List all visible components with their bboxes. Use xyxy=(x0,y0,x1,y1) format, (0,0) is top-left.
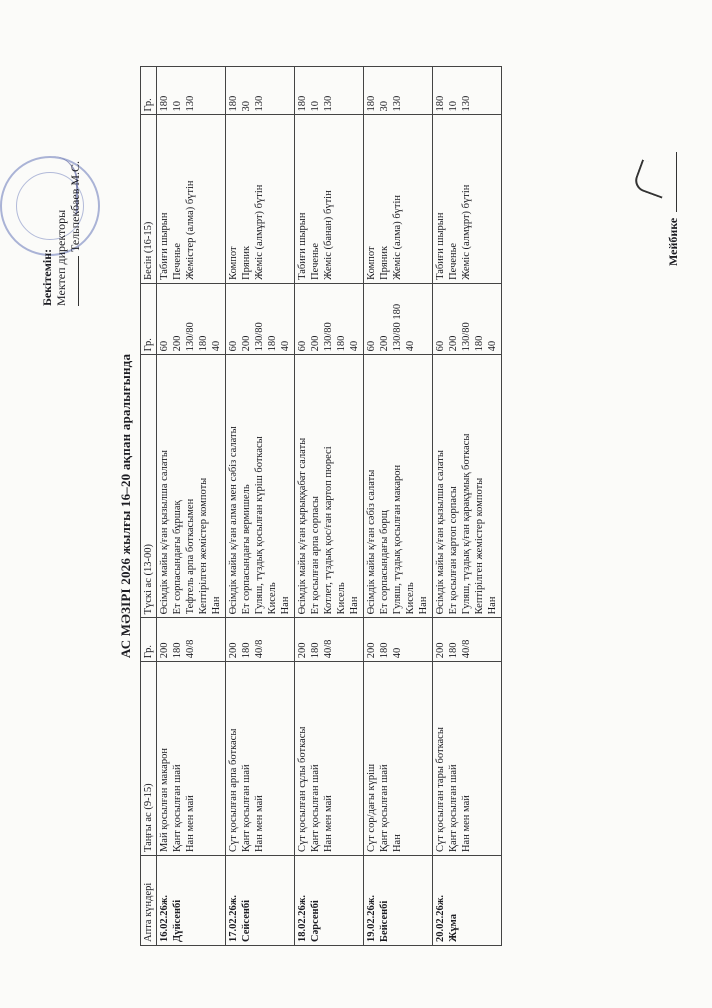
snack-item: Жеміс (алма) бүтін xyxy=(392,194,403,280)
breakfast-item: Қант қосылған шай xyxy=(172,764,183,853)
snack-item: Жеміс (алмұрт) бүтін xyxy=(461,184,472,280)
lunch-item: Нан xyxy=(487,596,498,615)
lunch-cell xyxy=(295,355,364,618)
lunch-grams-cell xyxy=(433,283,502,355)
lunch-gram: 130/80 xyxy=(254,322,265,352)
breakfast-gram: 180 xyxy=(379,642,390,659)
breakfast-gram: 40/8 xyxy=(185,639,196,659)
snack-gram: 180 xyxy=(366,95,377,112)
snack-gram: 30 xyxy=(379,101,390,112)
lunch-item: Өсімдік майы қ/ған сәбіз салаты xyxy=(366,469,377,615)
breakfast-gram: 180 xyxy=(241,642,252,659)
lunch-gram: 180 xyxy=(474,335,485,352)
breakfast-gram: 180 xyxy=(448,642,459,659)
lunch-gram: 60 xyxy=(366,340,377,352)
breakfast-gram: 200 xyxy=(435,642,446,659)
snack-grams-cell xyxy=(433,67,502,116)
snack-gram: 180 xyxy=(435,95,446,112)
day-name: Жұма xyxy=(448,914,459,942)
lunch-gram: 180 xyxy=(267,335,278,352)
breakfast-cell xyxy=(157,662,226,856)
nurse-signature-line xyxy=(676,152,677,212)
nurse-sign-block xyxy=(666,152,681,266)
lunch-item: Нан xyxy=(211,596,222,615)
approval-position: Мектеп директоры xyxy=(54,209,68,306)
lunch-item: Өсімдік майы қ/ған қырыққабат салаты xyxy=(297,437,308,615)
lunch-gram: 40 xyxy=(211,340,222,352)
snack-gram: 130 xyxy=(323,95,334,112)
breakfast-gram: 200 xyxy=(228,642,239,659)
lunch-item: Кисель xyxy=(405,582,416,615)
lunch-item: Кисель xyxy=(267,582,278,615)
lunch-item: Нан xyxy=(280,596,291,615)
breakfast-grams-cell xyxy=(295,618,364,662)
day-cell xyxy=(433,856,502,946)
lunch-gram: 200 xyxy=(448,335,459,352)
lunch-item: Ет сорпасындағы вермишель xyxy=(241,484,252,615)
day-name: Сәрсенбі xyxy=(310,900,321,942)
snack-cell xyxy=(433,115,502,283)
day-row xyxy=(433,67,502,946)
breakfast-gram: 40/8 xyxy=(323,639,334,659)
col-header-breakfast: Таңғы ас (9-15) xyxy=(141,662,157,856)
lunch-item: Өсімдік майы қ/ған алма мен сәбіз салаты xyxy=(228,426,239,615)
col-header-breakfast-gr: Гр. xyxy=(141,618,157,662)
snack-gram: 130 xyxy=(185,95,196,112)
snack-grams-cell xyxy=(226,67,295,116)
snack-gram: 130 xyxy=(461,95,472,112)
menu-table xyxy=(140,66,502,946)
lunch-item: Котлет, түздық қос/ған картоп пюресі xyxy=(323,446,334,615)
breakfast-gram: 40/8 xyxy=(461,639,472,659)
menu-title: АС МӘЗІРІ 2026 жылғы 16–20 ақпан аралығында xyxy=(118,353,133,659)
col-header-snack-gr: Гр. xyxy=(141,67,157,116)
snack-item: Компот xyxy=(228,246,239,280)
day-date: 17.02.26ж. xyxy=(228,895,239,942)
lunch-gram: 40 xyxy=(280,340,291,352)
lunch-item: Гуляш, түздық қосылған макарон xyxy=(392,464,403,615)
breakfast-item: Нан мен май xyxy=(185,795,196,853)
breakfast-item: Нан xyxy=(392,834,403,853)
breakfast-item: Қант қосылған шай xyxy=(379,764,390,853)
lunch-grams-cell xyxy=(226,283,295,355)
breakfast-cell xyxy=(433,662,502,856)
lunch-gram: 200 xyxy=(241,335,252,352)
breakfast-item: Сүт қосылған тары боткасы xyxy=(435,727,446,853)
snack-item: Жемістер (алма) бүтін xyxy=(185,180,196,280)
lunch-item: Ет сорпасындағы борщ xyxy=(379,510,390,615)
snack-gram: 180 xyxy=(159,95,170,112)
breakfast-grams-cell xyxy=(226,618,295,662)
snack-item: Табиғи шырын xyxy=(435,212,446,280)
approval-block xyxy=(40,76,82,306)
day-name: Бейсенбі xyxy=(379,900,390,942)
lunch-cell xyxy=(157,355,226,618)
lunch-gram: 60 xyxy=(159,340,170,352)
col-header-snack: Бесін (16-15) xyxy=(141,115,157,283)
day-cell xyxy=(295,856,364,946)
lunch-cell xyxy=(433,355,502,618)
snack-item: Печенье xyxy=(448,242,459,280)
lunch-gram: 60 xyxy=(435,340,446,352)
lunch-item: Өсімдік майы қ/ған қызылша салаты xyxy=(435,450,446,615)
snack-item: Печенье xyxy=(310,242,321,280)
day-date: 19.02.26ж. xyxy=(366,895,377,942)
nurse-label: Мейбике xyxy=(666,217,680,266)
breakfast-gram: 40 xyxy=(392,647,403,659)
breakfast-gram: 40/8 xyxy=(254,639,265,659)
day-cell xyxy=(364,856,433,946)
breakfast-gram: 200 xyxy=(366,642,377,659)
breakfast-item: Қант қосылған шай xyxy=(310,764,321,853)
lunch-gram: 180 xyxy=(336,335,347,352)
breakfast-cell xyxy=(295,662,364,856)
breakfast-item: Сүт сор/дағы күріш xyxy=(366,763,377,853)
breakfast-grams-cell xyxy=(433,618,502,662)
snack-item: Табиғи шырын xyxy=(159,212,170,280)
breakfast-cell xyxy=(226,662,295,856)
lunch-gram: 200 xyxy=(310,335,321,352)
lunch-gram: 130/80 xyxy=(185,322,196,352)
snack-gram: 10 xyxy=(172,101,183,112)
breakfast-item: Қант қосылған шай xyxy=(241,764,252,853)
snack-item: Табиғи шырын xyxy=(297,212,308,280)
lunch-gram: 200 xyxy=(379,335,390,352)
breakfast-item: Нан мен май xyxy=(461,795,472,853)
lunch-item: Нан xyxy=(349,596,360,615)
breakfast-item: Сүт қосылған сұлы боткасы xyxy=(297,726,308,853)
day-date: 16.02.26ж. xyxy=(159,895,170,942)
snack-item: Жеміс (банан) бүтін xyxy=(323,190,334,280)
snack-gram: 30 xyxy=(241,101,252,112)
breakfast-cell xyxy=(364,662,433,856)
day-row xyxy=(226,67,295,946)
snack-gram: 10 xyxy=(310,101,321,112)
menu-body xyxy=(157,67,502,946)
snack-grams-cell xyxy=(295,67,364,116)
breakfast-grams-cell xyxy=(364,618,433,662)
rotated-sheet xyxy=(40,66,712,946)
signature-line xyxy=(78,256,79,306)
breakfast-gram: 180 xyxy=(310,642,321,659)
lunch-item: Тефтель арпа боткасымен xyxy=(185,498,196,615)
snack-gram: 180 xyxy=(228,95,239,112)
lunch-cell xyxy=(226,355,295,618)
lunch-item: Кисель xyxy=(336,582,347,615)
lunch-grams-cell xyxy=(364,283,433,355)
snack-cell xyxy=(295,115,364,283)
breakfast-grams-cell xyxy=(157,618,226,662)
lunch-gram: 130/80 180 xyxy=(392,303,403,352)
lunch-gram: 130/80 xyxy=(461,322,472,352)
breakfast-item: Нан мен май xyxy=(323,795,334,853)
lunch-gram: 40 xyxy=(349,340,360,352)
lunch-item: Кептірілген жемістер компоты xyxy=(198,477,209,615)
col-header-lunch: Түскі ас (13-00) xyxy=(141,355,157,618)
lunch-gram: 60 xyxy=(297,340,308,352)
lunch-item: Өсімдік майы қ/ған қызылша салаты xyxy=(159,450,170,615)
lunch-gram: 60 xyxy=(228,340,239,352)
day-row xyxy=(364,67,433,946)
snack-item: Пряник xyxy=(241,245,252,280)
day-name: Сейсенбі xyxy=(241,899,252,942)
snack-cell xyxy=(364,115,433,283)
snack-item: Жеміс (алмұрт) бүтін xyxy=(254,184,265,280)
breakfast-item: Сүт қосылған арпа боткасы xyxy=(228,728,239,853)
lunch-item: Кептірілген жемістер компоты xyxy=(474,477,485,615)
lunch-gram: 180 xyxy=(198,335,209,352)
breakfast-gram: 200 xyxy=(297,642,308,659)
breakfast-item: Нан мен май xyxy=(254,795,265,853)
approval-header: Бекітемін: xyxy=(40,248,54,306)
lunch-gram: 200 xyxy=(172,335,183,352)
lunch-gram: 130/80 xyxy=(323,322,334,352)
breakfast-gram: 200 xyxy=(159,642,170,659)
approval-name: Тельпекбаев М.С. xyxy=(68,160,82,252)
snack-cell xyxy=(226,115,295,283)
lunch-gram: 40 xyxy=(405,340,416,352)
lunch-grams-cell xyxy=(157,283,226,355)
lunch-item: Гуляш, түздық қосылған күріш боткасы xyxy=(254,436,265,615)
lunch-gram: 40 xyxy=(487,340,498,352)
lunch-item: Нан xyxy=(418,596,429,615)
day-name: Дүйсенбі xyxy=(172,899,183,942)
day-date: 18.02.26ж. xyxy=(297,895,308,942)
breakfast-item: Қант қосылған шай xyxy=(448,764,459,853)
snack-gram: 130 xyxy=(254,95,265,112)
day-cell xyxy=(226,856,295,946)
col-header-lunch-gr: Гр. xyxy=(141,283,157,355)
snack-item: Печенье xyxy=(172,242,183,280)
snack-gram: 10 xyxy=(448,101,459,112)
lunch-item: Ет қосылған картоп сорпасы xyxy=(448,486,459,615)
table-header-row xyxy=(141,67,157,946)
snack-grams-cell xyxy=(157,67,226,116)
col-header-days: Апта күндері xyxy=(141,856,157,946)
lunch-item: Гуляш, түздық қ/ған қарақұмық боткасы xyxy=(461,433,472,615)
breakfast-gram: 180 xyxy=(172,642,183,659)
day-cell xyxy=(157,856,226,946)
snack-gram: 180 xyxy=(297,95,308,112)
lunch-cell xyxy=(364,355,433,618)
lunch-item: Ет сорпасындағы бұршақ xyxy=(172,500,183,615)
day-row xyxy=(295,67,364,946)
snack-grams-cell xyxy=(364,67,433,116)
snack-item: Пряник xyxy=(379,245,390,280)
lunch-grams-cell xyxy=(295,283,364,355)
day-date: 20.02.26ж. xyxy=(435,895,446,942)
lunch-item: Ет қосылған арпа сорпасы xyxy=(310,496,321,615)
snack-item: Компот xyxy=(366,246,377,280)
snack-gram: 130 xyxy=(392,95,403,112)
breakfast-item: Май қосылған макарон xyxy=(159,748,170,853)
snack-cell xyxy=(157,115,226,283)
day-row xyxy=(157,67,226,946)
